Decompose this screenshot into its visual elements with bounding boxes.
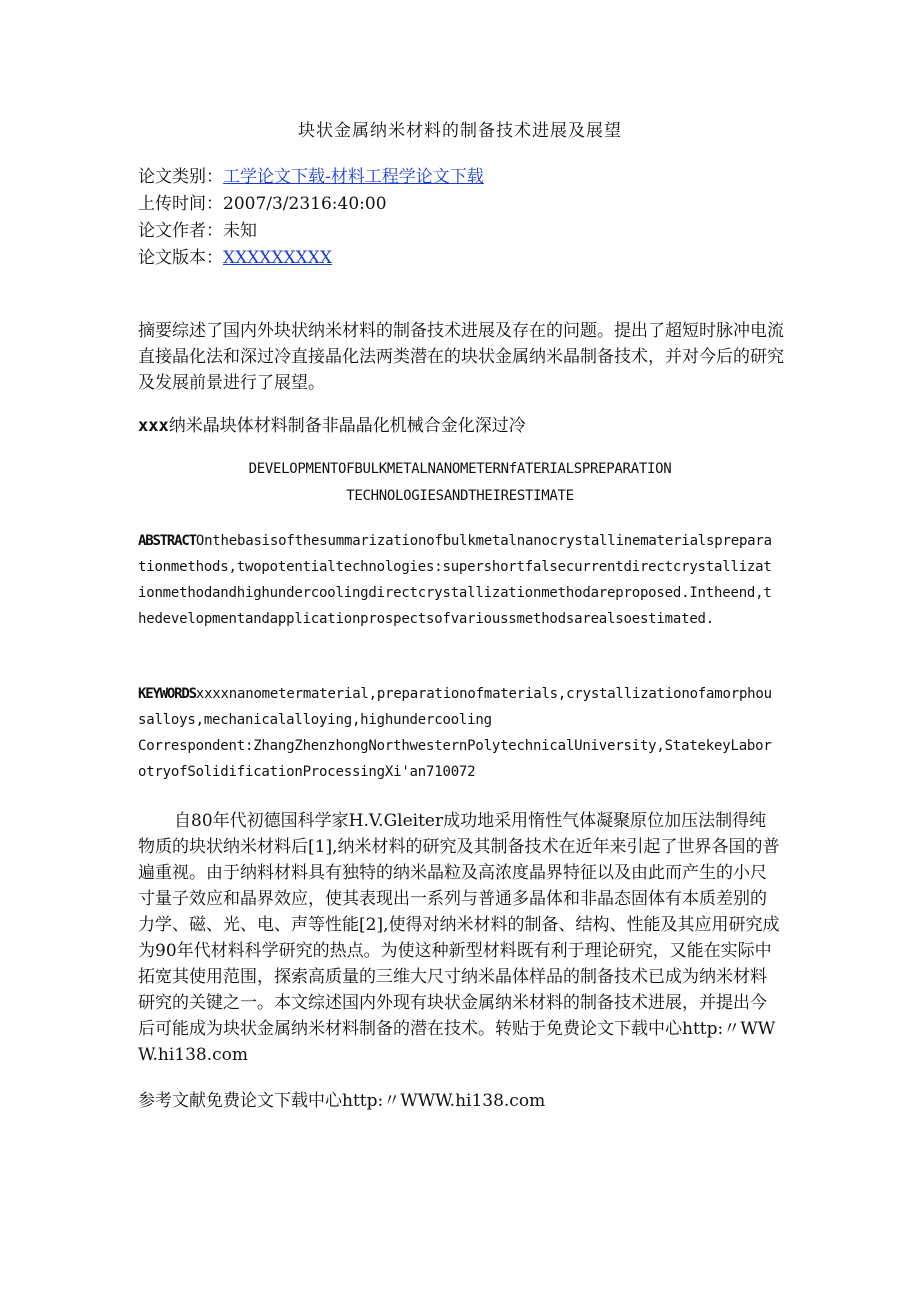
meta-upload-row — [138, 191, 484, 218]
english-title-line2: TECHNOLOGIESANDTHEIRESTIMATE — [346, 488, 574, 504]
keywords-chinese — [138, 413, 526, 439]
category-link-engineering[interactable]: 工学论文下载 — [223, 167, 325, 187]
abstract-english — [138, 528, 778, 632]
document-title: 块状金属纳米材料的制备技术进展及展望 — [298, 121, 622, 141]
author-label: 论文作者： — [138, 221, 223, 241]
keywords-english — [138, 681, 778, 785]
version-label: 论文版本： — [138, 248, 223, 268]
category-link-materials[interactable]: 材料工程学论文下载 — [330, 167, 484, 187]
author-value: 未知 — [223, 221, 257, 241]
meta-version-row — [138, 245, 484, 272]
abstract-en-text: Onthebasisofthesummarizationofbulkmetalnanocrystallinematerialspreparationmethods,twopotentialtechnologies:supershortfalsecurrentdirectcrystallizationmethodandhighundercoolingdirectcrystallizationmethodareproposed.Intheend,thedevelopmentandapplicationprospectsofvarioussmethodsarealsoestimated. — [138, 533, 772, 627]
reference-line: 参考文献免费论文下载中心http:〃WWW.hi138.com — [138, 1091, 546, 1111]
keywords-cn-text: 纳米晶块体材料制备非晶晶化机械合金化深过冷 — [168, 416, 526, 436]
category-separator: - — [325, 167, 331, 187]
upload-label: 上传时间： — [138, 194, 223, 214]
keywords-en-head: KEYWORDS — [138, 686, 196, 702]
correspondent-line: Correspondent:ZhangZhenzhongNorthwesternPolytechnicalUniversity,StatekeyLaborotryofSolidificationProcessingXi'an710072 — [138, 738, 772, 780]
keywords-en-text: xxxxnanometermaterial,preparationofmaterials,crystallizationofamorphousalloys,mechanicalalloying,highundercooling — [138, 686, 772, 728]
keywords-cn-prefix: xxx — [138, 416, 169, 436]
abstract-chinese: 摘要综述了国内外块状纳米材料的制备技术进展及存在的问题。提出了超短时脉冲电流直接晶化法和深过冷直接晶化法两类潜在的块状金属纳米晶制备技术，并对今后的研究及发展前景进行了展望。 — [138, 321, 784, 393]
english-title — [0, 456, 920, 510]
version-link[interactable]: XXXXXXXXX — [223, 248, 332, 268]
meta-category-row — [138, 164, 484, 191]
meta-block — [138, 164, 484, 272]
english-title-line1: DEVELOPMENTOFBULKMETALNANOMETERNfATERIALSPREPARATION — [248, 461, 672, 477]
abstract-en-head: ABSTRACT — [138, 533, 196, 549]
category-label: 论文类别： — [138, 167, 223, 187]
body-paragraph: 自80年代初德国科学家H.V.Gleiter成功地采用惰性气体凝聚原位加压法制得纯物质的块状纳米材料后[1],纳米材料的研究及其制备技术在近年来引起了世界各国的普遍重视。由于纳料材料具有独特的纳米晶粒及高浓度晶界特征以及由此而产生的小尺寸量子效应和晶界效应，使其表现出一系列与普通多晶体和非晶态固体有本质差别的力学、磁、光、电、声等性能[2],使得对纳米材料的制备、结构、性能及其应用研究成为90年代材料科学研究的热点。为使这种新型材料既有利于理论研究，又能在实际中拓宽其使用范围，探索高质量的三维大尺寸纳米晶体样品的制备技术已成为纳米材料研究的关键之一。本文综述国内外现有块状金属纳米材料的制备技术进展，并提出今后可能成为块状金属纳米材料制备的潜在技术。转贴于免费论文下载中心http:〃WWW.hi138.com — [138, 811, 780, 1065]
meta-author-row — [138, 218, 484, 245]
upload-value: 2007/3/2316:40:00 — [223, 194, 387, 214]
